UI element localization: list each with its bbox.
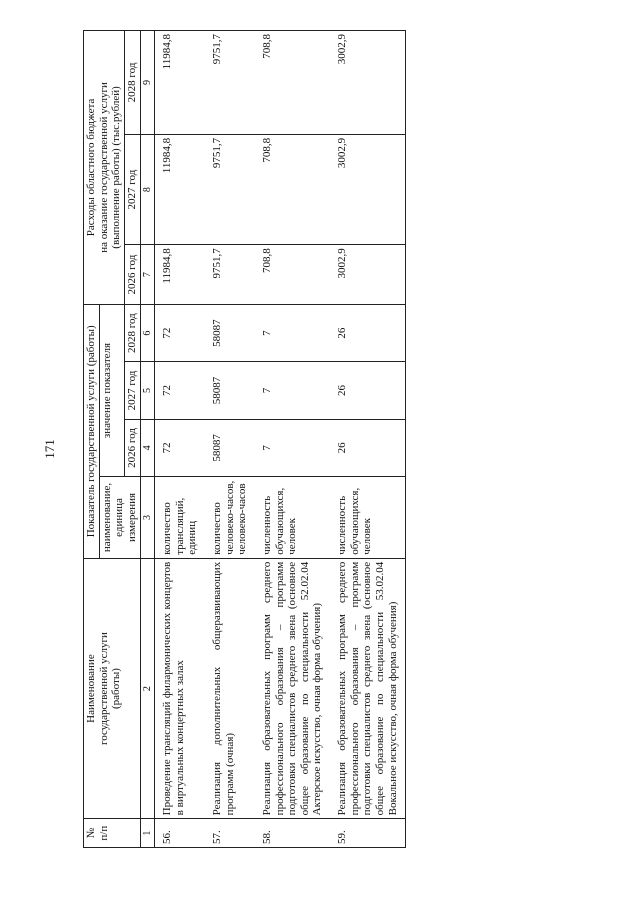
- table-row: [205, 31, 255, 848]
- budget-2027: 3002,9: [330, 134, 406, 244]
- value-2027: 58087: [205, 362, 255, 419]
- value-2026: 7: [255, 419, 330, 476]
- header-number: № п/п: [84, 819, 141, 848]
- budget-2028: 9751,7: [205, 31, 255, 135]
- unit-name: численность обучающихся, человек: [330, 477, 406, 559]
- budget-2026: 3002,9: [330, 245, 406, 305]
- unit-name: численность обучающихся, человек: [255, 477, 330, 559]
- column-number: 7: [140, 245, 155, 305]
- column-number: 6: [140, 304, 155, 361]
- value-2028: 26: [330, 304, 406, 361]
- header-budget-year-2028: 2028 год: [124, 31, 140, 135]
- column-number: 5: [140, 362, 155, 419]
- value-2027: 72: [155, 362, 205, 419]
- column-numbers-row: [140, 31, 155, 848]
- budget-2028: 708,8: [255, 31, 330, 135]
- budget-2026: 708,8: [255, 245, 330, 305]
- service-name: Проведение трансляций филармонических концертов в виртуальных концертных залах: [155, 558, 205, 819]
- budget-2027: 11984,8: [155, 134, 205, 244]
- header-budget-year-2026: 2026 год: [124, 245, 140, 305]
- row-number: 59.: [330, 819, 406, 848]
- budget-2028: 11984,8: [155, 31, 205, 135]
- service-name: Реализация дополнительных общеразвивающих программ (очная): [205, 558, 255, 819]
- value-2026: 58087: [205, 419, 255, 476]
- value-2026: 72: [155, 419, 205, 476]
- table-row: [330, 31, 406, 848]
- value-2028: 7: [255, 304, 330, 361]
- budget-2026: 11984,8: [155, 245, 205, 305]
- value-2028: 72: [155, 304, 205, 361]
- page-number: 171: [42, 439, 57, 459]
- header-row-1: [84, 31, 100, 848]
- row-number: 57.: [205, 819, 255, 848]
- unit-name: количество трансляций, единиц: [155, 477, 205, 559]
- budget-2028: 3002,9: [330, 31, 406, 135]
- header-value-year-2027: 2027 год: [124, 362, 140, 419]
- header-budget-group: Расходы областного бюджета на оказание государственной услуги (выполнение работы) (тыс.рублей): [84, 31, 125, 305]
- row-number: 56.: [155, 819, 205, 848]
- value-2027: 7: [255, 362, 330, 419]
- column-number: 3: [140, 477, 155, 559]
- budget-2026: 9751,7: [205, 245, 255, 305]
- table-row: [155, 31, 205, 848]
- header-value-group: значение показателя: [99, 304, 124, 476]
- column-number: 1: [140, 819, 155, 848]
- header-service-name: Наименование государственной услуги (работы): [84, 558, 141, 819]
- column-number: 2: [140, 558, 155, 819]
- table-row: [255, 31, 330, 848]
- service-name: Реализация образовательных программ среднего профессионального образования – программ подготовки специалистов среднего звена (основное общее образование по специальности 53.02.04 Вокальное искусство, очная форма обучения): [330, 558, 406, 819]
- budget-2027: 708,8: [255, 134, 330, 244]
- unit-name: количество человеко-часов, человеко-часов: [205, 477, 255, 559]
- header-value-year-2026: 2026 год: [124, 419, 140, 476]
- column-number: 8: [140, 134, 155, 244]
- header-unit: наименование, единица измерения: [99, 477, 140, 559]
- value-2027: 26: [330, 362, 406, 419]
- budget-2027: 9751,7: [205, 134, 255, 244]
- budget-table: [83, 30, 406, 848]
- value-2026: 26: [330, 419, 406, 476]
- service-name: Реализация образовательных программ среднего профессионального образования – программ подготовки специалистов среднего звена (основное общее образование по специальности 52.02.04 Актерское искусство, очная форма обучения): [255, 558, 330, 819]
- row-number: 58.: [255, 819, 330, 848]
- column-number: 4: [140, 419, 155, 476]
- column-number: 9: [140, 31, 155, 135]
- header-indicator-group: Показатель государственной услуги (работы): [84, 304, 100, 558]
- header-value-year-2028: 2028 год: [124, 304, 140, 361]
- value-2028: 58087: [205, 304, 255, 361]
- header-budget-year-2027: 2027 год: [124, 134, 140, 244]
